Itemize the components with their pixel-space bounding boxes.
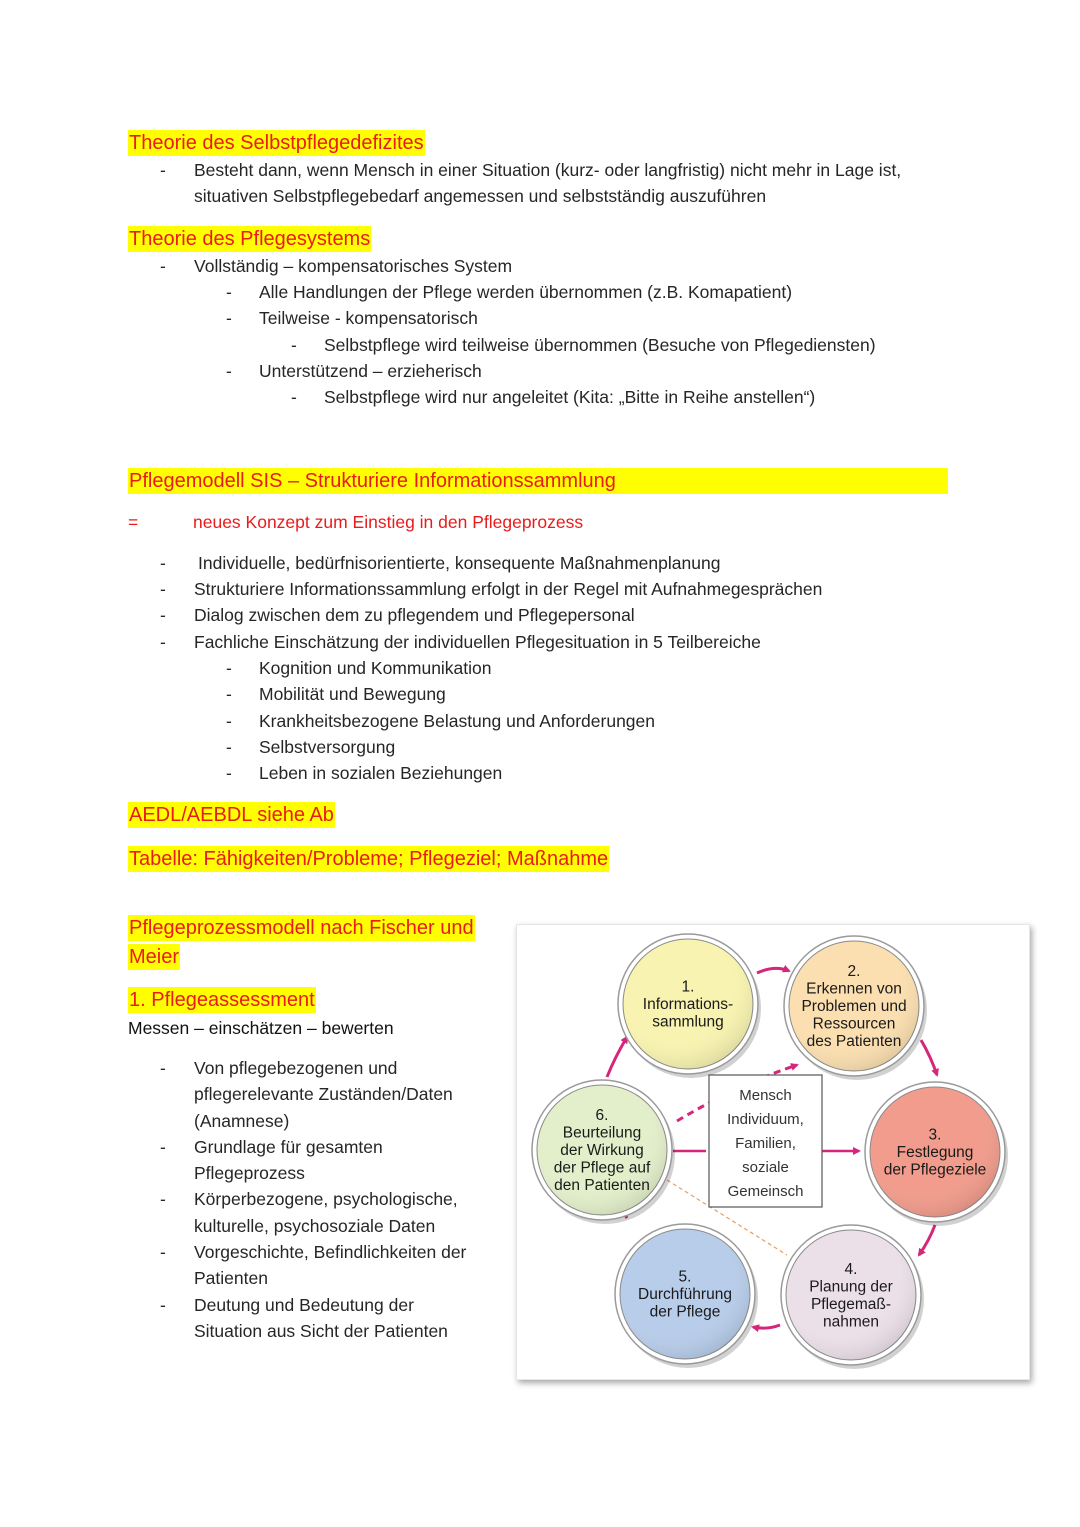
bullet-dash: - [226, 737, 232, 757]
sis-b2: Strukturiere Informationssammlung erfolgt in der Regel mit Aufnahmegesprächen [194, 579, 823, 599]
heading-sis: Pflegemodell SIS – Strukturiere Informationssammlung [128, 468, 948, 494]
cycle-arrow [607, 1037, 627, 1077]
s2-l1: Vollständig – kompensatorisches System [194, 256, 513, 276]
sis-definition: neues Konzept zum Einstieg in den Pflegeprozess [193, 512, 584, 532]
heading-pflegesystem: Theorie des Pflegesystems [129, 228, 371, 250]
step-label: 4. [844, 1260, 858, 1278]
step-label: der Wirkung [560, 1142, 644, 1159]
bullet-dash: - [226, 684, 232, 704]
heading-selbstpflegedefizit: Theorie des Selbstpflegedefizites [129, 132, 424, 154]
step-label: den Patienten [554, 1177, 650, 1194]
s2-l5: Unterstützend – erzieherisch [259, 361, 482, 381]
bullet-dash: - [226, 308, 232, 328]
bullet-dash: - [160, 605, 166, 625]
s1-line2: situativen Selbstpflegebedarf angemessen und selbstständig auszuführen [194, 186, 767, 206]
bullet-dash: - [226, 658, 232, 678]
step-label: der Pflege [649, 1303, 721, 1321]
bullet-dash: - [160, 160, 166, 180]
step-label: Ressourcen [812, 1015, 896, 1033]
step-label: Informations- [642, 996, 734, 1013]
cycle-arrow [921, 1040, 937, 1075]
sis-sub-item: Leben in sozialen Beziehungen [259, 763, 503, 783]
step-label: Pflegemaß- [810, 1295, 892, 1313]
sis-sub-item: Kognition und Kommunikation [259, 658, 492, 678]
step-label: 6. [595, 1107, 609, 1124]
step-label: Planung der [809, 1278, 893, 1296]
step-label: nahmen [822, 1313, 880, 1331]
heading-aedl: AEDL/AEBDL siehe Ab [129, 804, 334, 826]
assess-item-text: kulturelle, psychosoziale Daten [194, 1216, 436, 1236]
pflegeprozess-diagram [516, 924, 1030, 1380]
bullet-dash: - [226, 282, 232, 302]
measure-line: Messen – einschätzen – bewerten [128, 1018, 394, 1038]
s2-l4: Selbstpflege wird teilweise übernommen (Besuche von Pflegediensten) [324, 335, 876, 355]
bullet-dash: - [226, 361, 232, 381]
sis-sub-item: Krankheitsbezogene Belastung und Anforderungen [259, 711, 655, 731]
center-label: soziale [742, 1159, 789, 1176]
heading-fischer-meier-2: Meier [129, 946, 180, 968]
center-label: Gemeinsch [727, 1183, 804, 1200]
heading-fischer-meier-1: Pflegeprozessmodell nach Fischer und [129, 917, 474, 939]
step-label: Erkennen von [806, 980, 902, 998]
step-label: 5. [678, 1268, 692, 1286]
step-label: der Pflegeziele [883, 1161, 987, 1179]
assess-item-text: Pflegeprozess [194, 1163, 305, 1183]
bullet-dash: - [226, 763, 232, 783]
assess-item-text: Vorgeschichte, Befindlichkeiten der [194, 1242, 467, 1262]
center-label: Familien, [735, 1135, 796, 1152]
s2-l6: Selbstpflege wird nur angeleitet (Kita: „Bitte in Reihe anstellen“) [324, 387, 816, 407]
assess-item-text: (Anamnese) [194, 1111, 290, 1131]
cycle-arrow [753, 1325, 780, 1328]
sis-sub-item: Mobilität und Bewegung [259, 684, 446, 704]
sis-b3: Dialog zwischen dem zu pflegendem und Pflegepersonal [194, 605, 635, 625]
step-label: sammlung [652, 1013, 724, 1031]
bullet-dash: - [160, 1058, 166, 1078]
assess-item-text: pflegerelevante Zuständen/Daten [194, 1084, 453, 1104]
step-label: 2. [847, 963, 861, 980]
bullet-dash: - [226, 711, 232, 731]
assess-item-text: Deutung und Bedeutung der [194, 1295, 414, 1315]
bullet-dash: - [291, 387, 297, 407]
sis-b4: Fachliche Einschätzung der individuellen Pflegesituation in 5 Teilbereiche [194, 632, 761, 652]
bullet-dash: - [160, 553, 166, 573]
bullet-dash: - [291, 335, 297, 355]
bullet-dash: - [160, 632, 166, 652]
equals-sign: = [128, 512, 139, 532]
step-label: der Pflege auf [553, 1159, 651, 1177]
sis-sub-item: Selbstversorgung [259, 737, 396, 757]
assess-item-text: Körperbezogene, psychologische, [194, 1189, 458, 1209]
assess-item-text: Patienten [194, 1268, 268, 1288]
bullet-dash: - [160, 1295, 166, 1315]
assess-item-text: Situation aus Sicht der Patienten [194, 1321, 448, 1341]
bullet-dash: - [160, 1137, 166, 1157]
center-label: Individuum, [727, 1111, 804, 1128]
step-label: Beurteilung [562, 1124, 642, 1142]
assess-item-text: Grundlage für gesamten [194, 1137, 383, 1157]
assess-item-text: Von pflegebezogenen und [194, 1058, 398, 1078]
cycle-arrow [919, 1225, 935, 1255]
step-label: des Patienten [806, 1033, 902, 1050]
bullet-dash: - [160, 579, 166, 599]
s2-l3: Teilweise - kompensatorisch [259, 308, 478, 328]
center-label: Mensch [739, 1087, 792, 1104]
bullet-dash: - [160, 1189, 166, 1209]
cycle-arrow [757, 968, 789, 973]
step-label: Festlegung [896, 1144, 974, 1161]
sis-b1: Individuelle, bedürfnisorientierte, konsequente Maßnahmenplanung [198, 553, 721, 573]
heading-pflegeassessment: 1. Pflegeassessment [129, 989, 315, 1011]
step-label: Problemen und [801, 998, 907, 1015]
cycle-diagram-svg [517, 925, 1029, 1379]
bullet-dash: - [160, 1242, 166, 1262]
step-label: Durchführung [638, 1286, 732, 1303]
bullet-dash: - [160, 256, 166, 276]
step-label: 3. [928, 1126, 942, 1144]
s2-l2: Alle Handlungen der Pflege werden übernommen (z.B. Komapatient) [259, 282, 793, 302]
heading-tabelle: Tabelle: Fähigkeiten/Probleme; Pflegeziel; Maßnahme [129, 848, 609, 870]
step-label: 1. [681, 978, 695, 996]
s1-line1: Besteht dann, wenn Mensch in einer Situation (kurz- oder langfristig) nicht mehr in Lage ist, [194, 160, 902, 180]
